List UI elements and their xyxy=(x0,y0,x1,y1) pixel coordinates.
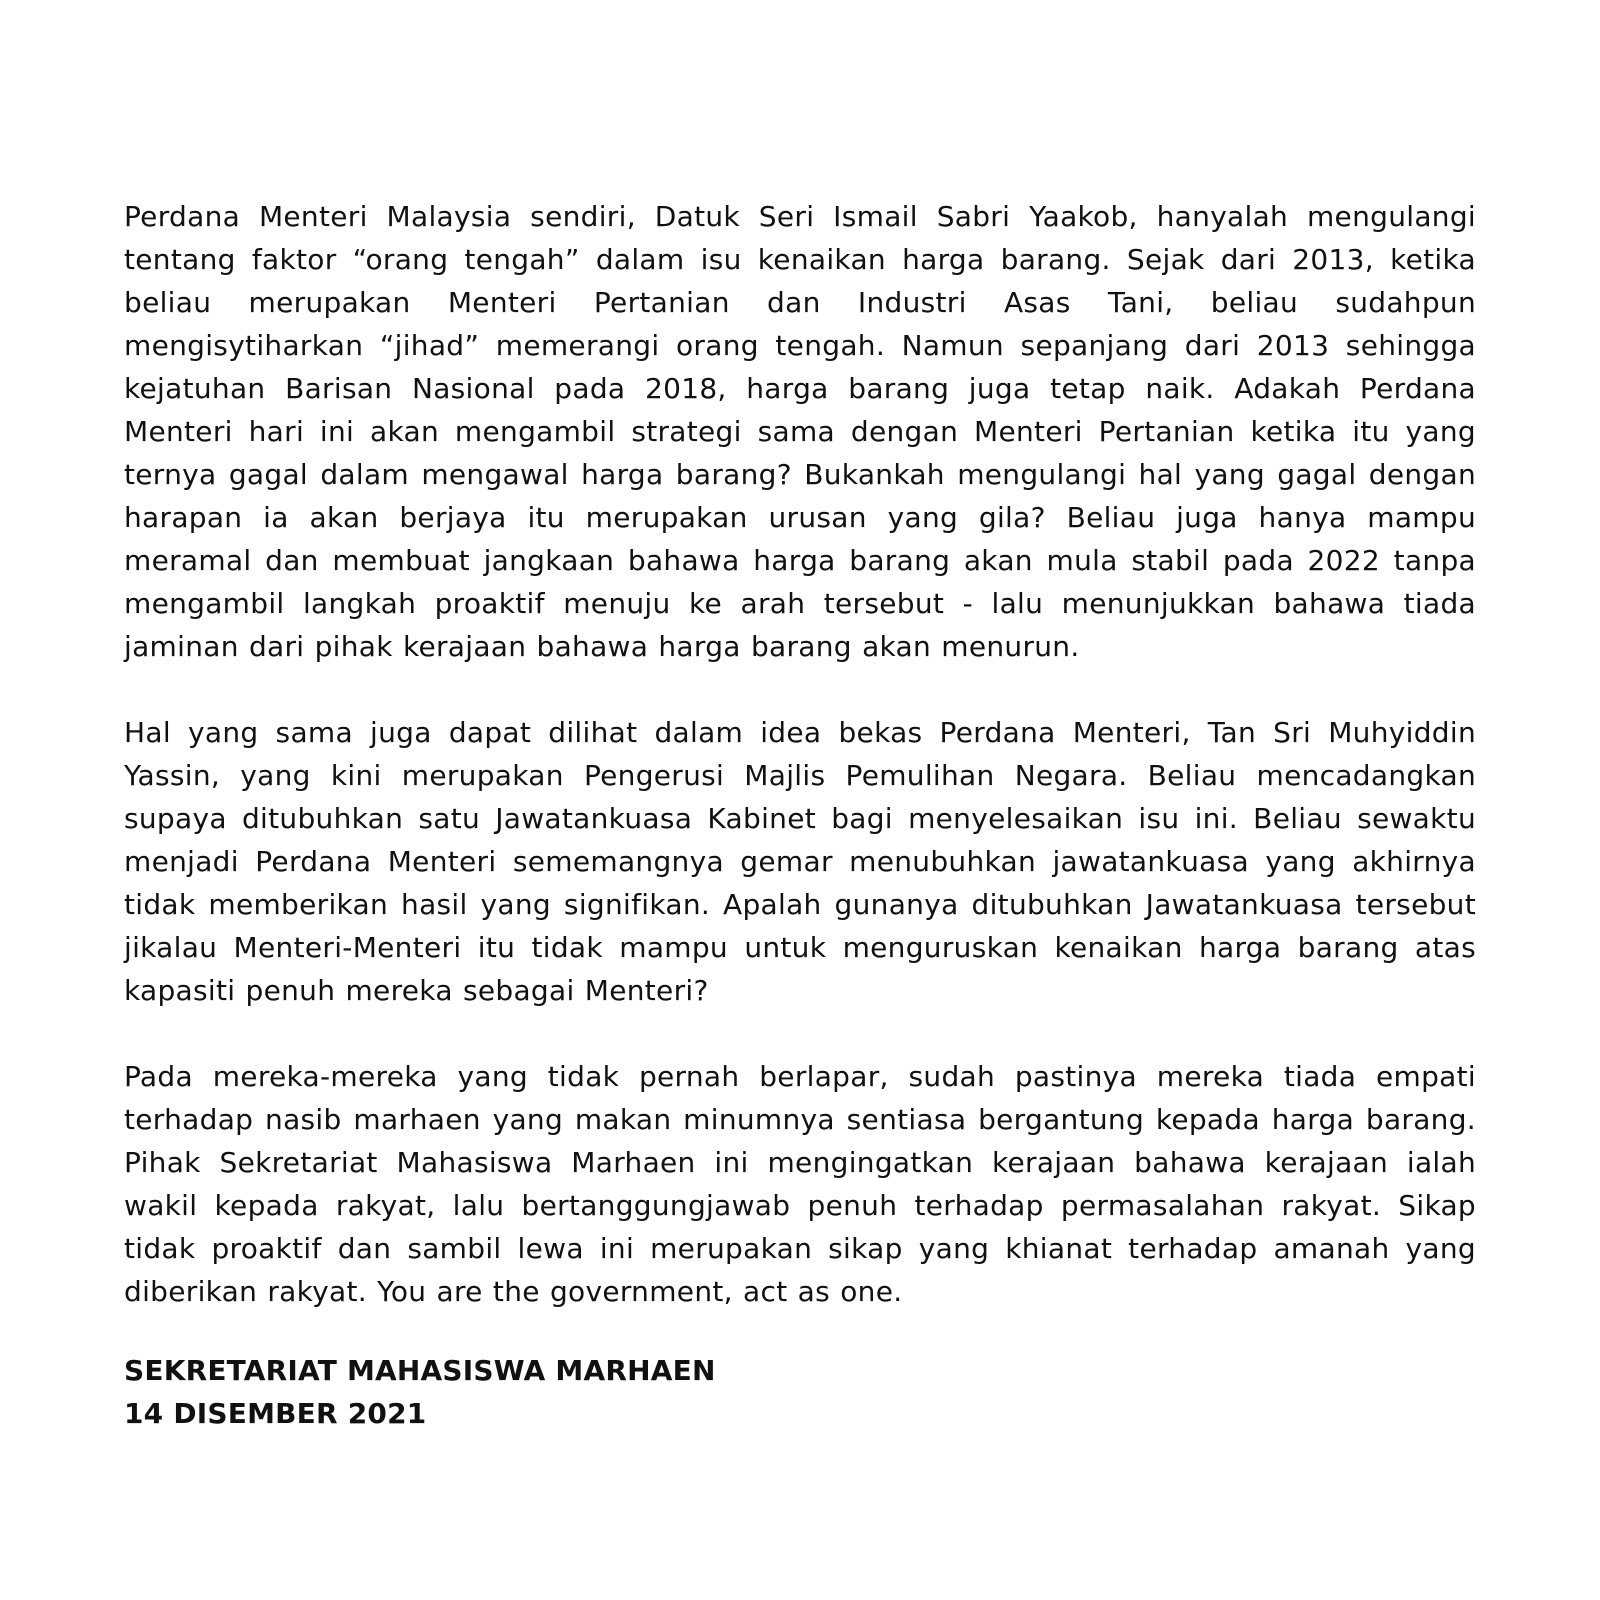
paragraph-2: Hal yang sama juga dapat dilihat dalam idea bekas Perdana Menteri, Tan Sri Muhyiddin Yassin, yang kini merupakan Pengerusi Majlis Pemulihan Negara. Beliau mencadangkan supaya ditubuhkan satu Jawatankuasa Kabinet bagi menyelesaikan isu ini. Beliau sewaktu menjadi Perdana Menteri sememangnya gemar menubuhkan jawatankuasa yang akhirnya tidak memberikan hasil yang signifikan. Apalah gunanya ditubuhkan Jawatankuasa tersebut jikalau Menteri-Menteri itu tidak mampu untuk menguruskan kenaikan harga barang atas kapasiti penuh mereka sebagai Menteri? xyxy=(124,716,1476,1007)
paragraph-1: Perdana Menteri Malaysia sendiri, Datuk Seri Ismail Sabri Yaakob, hanyalah mengulangi tentang faktor “orang tengah” dalam isu kenaikan harga barang. Sejak dari 2013, ketika beliau merupakan Menteri Pertanian dan Industri Asas Tani, beliau sudahpun mengisytiharkan “jihad” memerangi orang tengah. Namun sepanjang dari 2013 sehingga kejatuhan Barisan Nasional pada 2018, harga barang juga tetap naik. Adakah Perdana Menteri hari ini akan mengambil strategi sama dengan Menteri Pertanian ketika itu yang ternya gagal dalam mengawal harga barang? Bukankah mengulangi hal yang gagal dengan harapan ia akan berjaya itu merupakan urusan yang gila? Beliau juga hanya mampu meramal dan membuat jangkaan bahawa harga barang akan mula stabil pada 2022 tanpa mengambil langkah proaktif menuju ke arah tersebut - lalu menunjukkan bahawa tiada jaminan dari pihak kerajaan bahawa harga barang akan menurun. xyxy=(124,200,1476,663)
signature-block xyxy=(124,1349,1476,1435)
paragraph-3: Pada mereka-mereka yang tidak pernah berlapar, sudah pastinya mereka tiada empati terhadap nasib marhaen yang makan minumnya sentiasa bergantung kepada harga barang. Pihak Sekretariat Mahasiswa Marhaen ini mengingatkan kerajaan bahawa kerajaan ialah wakil kepada rakyat, lalu bertanggungjawab penuh terhadap permasalahan rakyat. Sikap tidak proaktif dan sambil lewa ini merupakan sikap yang khianat terhadap amanah yang diberikan rakyat. You are the government, act as one. xyxy=(124,1060,1476,1308)
signature-organization: SEKRETARIAT MAHASISWA MARHAEN xyxy=(124,1354,716,1387)
statement-body xyxy=(124,195,1476,1435)
signature-date: 14 DISEMBER 2021 xyxy=(124,1397,427,1430)
